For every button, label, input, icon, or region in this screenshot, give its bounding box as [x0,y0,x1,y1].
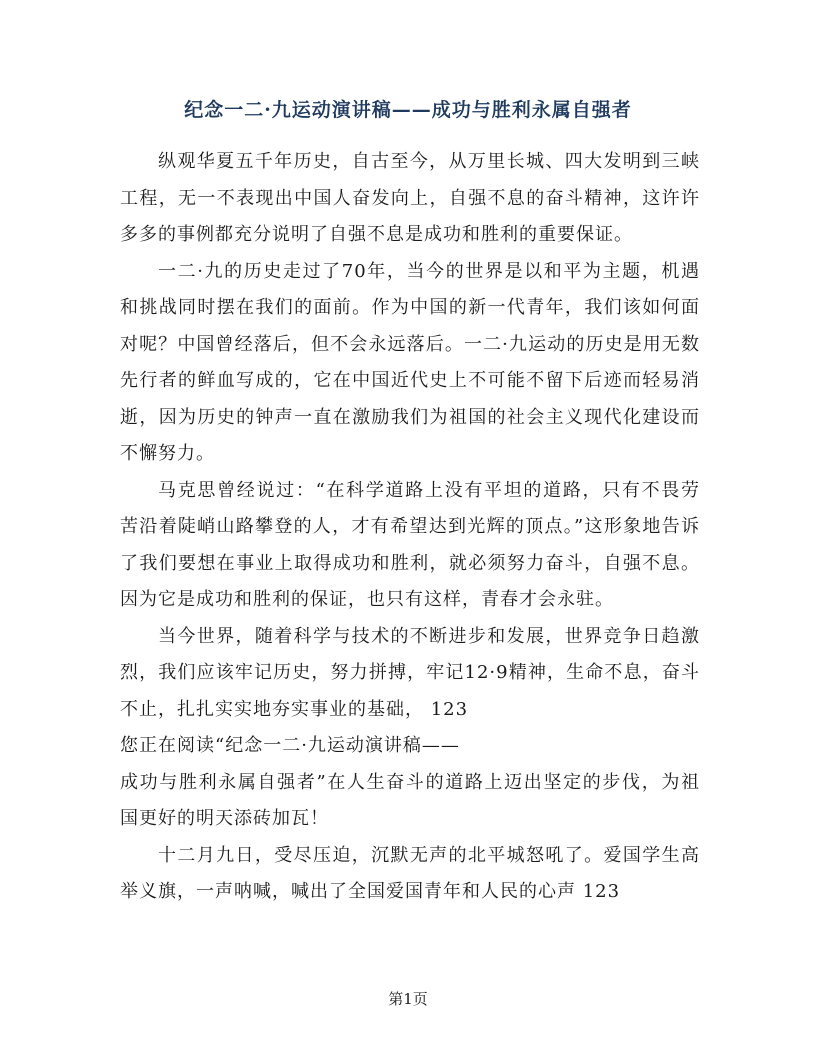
document-body [120,144,700,911]
paragraph: 十二月九日，受尽压迫，沉默无声的北平城怒吼了。爱国学生高举义旗，一声呐喊，喊出了全国爱国青年和人民的心声 123 [120,844,700,902]
paragraph: 马克思曾经说过：“在科学道路上没有平坦的道路，只有不畏劳苦沿着陡峭山路攀登的人，才有希望达到光辉的顶点。”这形象地告诉了我们要想在事业上取得成功和胜利，就必须努力奋斗，自强不息。因为它是成功和胜利的保证，也只有这样，青春才会永驻。 [120,479,700,610]
document-title: 纪念一二·九运动演讲稿——成功与胜利永属自强者 [184,99,632,121]
paragraph: 您正在阅读“纪念一二·九运动演讲稿—— [120,735,460,756]
page-number: 第1页 [388,990,428,1008]
paragraph: 一二·九的历史走过了70年，当今的世界是以和平为主题，机遇和挑战同时摆在我们的面前。作为中国的新一代青年，我们该如何面对呢？中国曾经落后，但不会永远落后。一二·九运动的历史是用无数先行者的鲜血写成的，它在中国近代史上不可能不留下后迹而轻易消逝，因为历史的钟声一直在激励我们为祖国的社会主义现代化建设而不懈努力。 [120,260,700,464]
paragraph: 当今世界，随着科学与技术的不断进步和发展，世界竞争日趋激烈，我们应该牢记历史，努力拼搏，牢记12·9精神，生命不息，奋斗不止，扎扎实实地夯实事业的基础， 123 [120,625,700,720]
paragraph: 纵观华夏五千年历史，自古至今，从万里长城、四大发明到三峡工程，无一不表现出中国人奋发向上，自强不息的奋斗精神，这许许多多的事例都充分说明了自强不息是成功和胜利的重要保证。 [120,151,700,245]
paragraph: 成功与胜利永属自强者”在人生奋斗的道路上迈出坚定的步伐，为祖国更好的明天添砖加瓦！ [120,771,700,829]
